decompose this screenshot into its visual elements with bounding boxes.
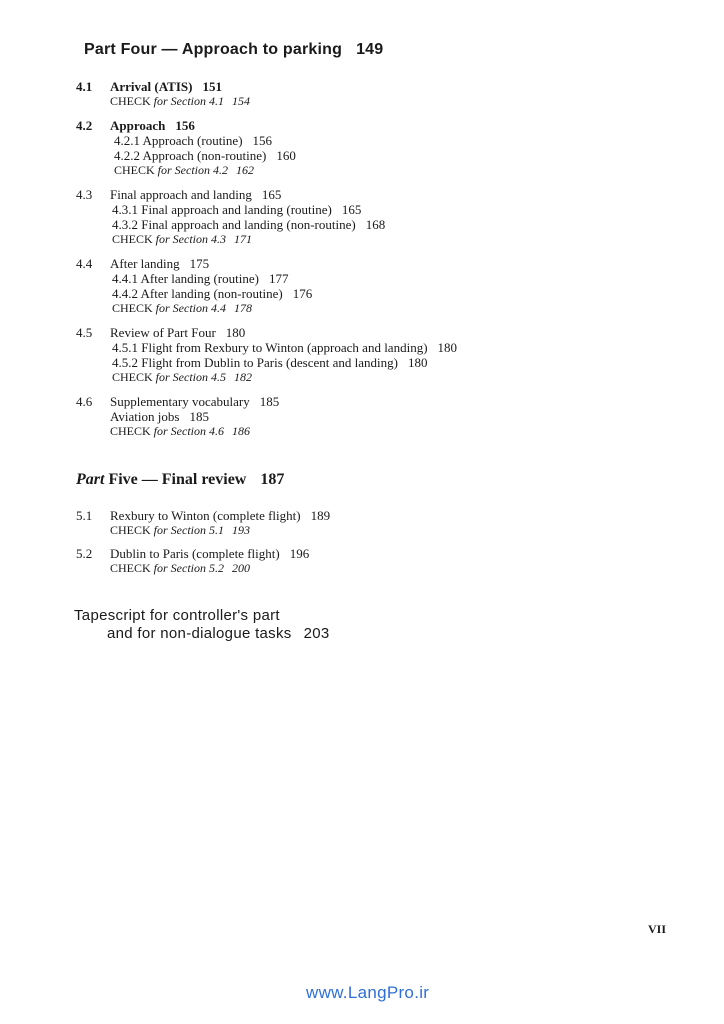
toc-section-4-3 [76, 187, 636, 247]
check-link-4-5[interactable]: CHECK for Section 4.5 182 [112, 370, 252, 384]
part-four-title: Part Four — Approach to parking [84, 41, 343, 58]
section-number: 4.4 [76, 256, 93, 271]
toc-sublink-4-4-2[interactable]: 4.4.2 After landing (non-routine) 176 [112, 286, 313, 301]
section-number: 4.1 [76, 79, 93, 94]
toc-section-4-6 [76, 394, 636, 439]
part-five-title: Five — Final review [108, 471, 247, 488]
check-link-4-4[interactable]: CHECK for Section 4.4 178 [112, 301, 252, 315]
toc-link-rexbury-winton[interactable]: Rexbury to Winton (complete flight) 189 [110, 508, 331, 523]
part-four-sections [76, 79, 636, 448]
toc-link-after-landing[interactable]: After landing 175 [110, 256, 210, 271]
toc-link-arrival-atis[interactable]: Arrival (ATIS) 151 [110, 79, 222, 94]
check-link-4-2[interactable]: CHECK for Section 4.2 162 [114, 163, 254, 177]
part-four-page: 149 [356, 41, 384, 58]
toc-section-4-4 [76, 256, 636, 316]
toc-link-final-approach[interactable]: Final approach and landing 165 [110, 187, 282, 202]
toc-section-4-2 [76, 118, 636, 178]
toc-sublink-4-4-1[interactable]: 4.4.1 After landing (routine) 177 [112, 271, 289, 286]
section-number: 4.6 [76, 394, 93, 409]
toc-sublink-4-5-1[interactable]: 4.5.1 Flight from Rexbury to Winton (approach and landing) 180 [112, 340, 458, 355]
tapescript-line-1: Tapescript for controller's part [74, 607, 280, 624]
section-number: 4.2 [76, 118, 93, 133]
toc-link-dublin-paris[interactable]: Dublin to Paris (complete flight) 196 [110, 546, 310, 561]
toc-section-5-2 [76, 546, 636, 576]
check-link-5-2[interactable]: CHECK for Section 5.2 200 [110, 561, 250, 575]
part-five-page: 187 [260, 471, 285, 488]
toc-sublink-4-5-2[interactable]: 4.5.2 Flight from Dublin to Paris (descent and landing) 180 [112, 355, 428, 370]
check-link-4-6[interactable]: CHECK for Section 4.6 186 [110, 424, 250, 438]
toc-sublink-4-2-1[interactable]: 4.2.1 Approach (routine) 156 [114, 133, 273, 148]
section-number: 4.5 [76, 325, 93, 340]
tapescript-line-2: and for non-dialogue tasks [107, 625, 292, 642]
part-five-heading [76, 471, 284, 489]
toc-link-approach[interactable]: Approach 156 [110, 118, 195, 133]
toc-sublink-4-2-2[interactable]: 4.2.2 Approach (non-routine) 160 [114, 148, 296, 163]
toc-link-review-part-four[interactable]: Review of Part Four 180 [110, 325, 246, 340]
tapescript-page: 203 [303, 625, 330, 642]
toc-sublink-4-3-2[interactable]: 4.3.2 Final approach and landing (non-routine) 168 [112, 217, 386, 232]
toc-section-4-1 [76, 79, 636, 109]
toc-link-supplementary-vocabulary[interactable]: Supplementary vocabulary 185 [110, 394, 280, 409]
tapescript-entry[interactable] [74, 607, 330, 643]
check-link-4-3[interactable]: CHECK for Section 4.3 171 [112, 232, 252, 246]
section-number: 5.1 [76, 508, 93, 523]
page-number: VII [648, 922, 667, 936]
toc-sublink-aviation-jobs[interactable]: Aviation jobs 185 [110, 409, 209, 424]
toc-sublink-4-3-1[interactable]: 4.3.1 Final approach and landing (routine) 165 [112, 202, 362, 217]
section-number: 5.2 [76, 546, 93, 561]
toc-section-5-1 [76, 508, 636, 538]
check-link-4-1[interactable]: CHECK for Section 4.1 154 [110, 94, 250, 108]
part-five-part-word: Part [76, 471, 105, 488]
toc-section-4-5 [76, 325, 636, 385]
part-five-sections [76, 508, 636, 585]
check-link-5-1[interactable]: CHECK for Section 5.1 193 [110, 523, 250, 537]
website-link[interactable]: www.LangPro.ir [306, 983, 430, 1002]
section-number: 4.3 [76, 187, 93, 202]
part-four-heading [84, 41, 383, 59]
